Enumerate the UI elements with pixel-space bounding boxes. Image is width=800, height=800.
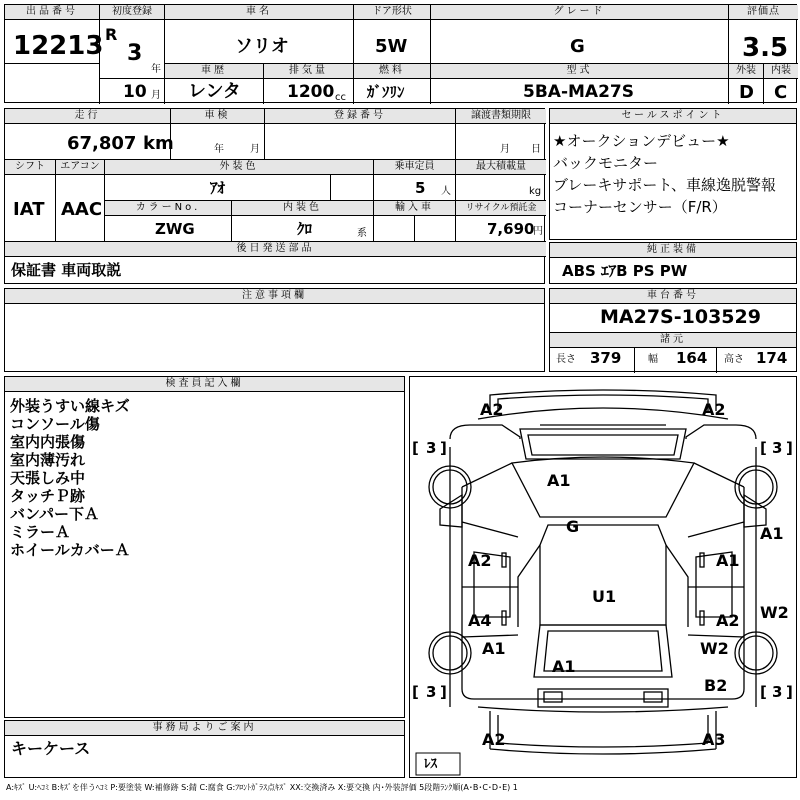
later-parts: 保証書 車両取説 [11,261,122,279]
inspector-note: 外装うすい線キズ [10,397,130,415]
car-name-label: 車名 [165,5,353,20]
notes-label: 注意事項欄 [5,289,544,304]
int-color-label: 内装色 [232,201,373,216]
mark-a1-right-fender: A1 [760,524,784,543]
inspector-note: 室内内張傷 [10,433,86,451]
color-no-label: カラーNo. [105,201,231,216]
first-reg-year: 3 [127,41,143,66]
kg-unit: kg [529,186,542,197]
ext-color: ｱｵ [210,179,226,197]
score: 3.5 [742,33,789,63]
ext-color-label: 外装色 [105,160,373,175]
first-reg-label: 初度登録 [100,5,164,20]
height-label: 高さ [724,354,744,365]
color-no: ZWG [155,220,195,238]
office-note: キーケース [11,739,91,758]
interior-score: C [774,82,788,103]
mark-a2-rear-left: A2 [482,730,506,749]
displacement-label: 排気量 [264,64,353,79]
header-block [4,4,797,103]
first-reg-month: 10 [123,82,147,102]
later-label: 後日発送部品 [5,242,546,257]
displacement: 1200 [287,82,335,102]
sales-point-item: コーナーセンサー（F/R） [553,198,727,216]
inspector-note: タッチＰ跡 [10,487,86,505]
inspection-month-unit: 月 [250,144,260,155]
inspector-label: 検査員記入欄 [5,377,404,392]
tire-rl-bracket-open: [ [412,683,419,701]
door-label: ドア形状 [354,5,430,20]
sales-point-item: バックモニター [553,154,659,172]
import-label: 輸入車 [374,201,455,216]
inspector-note: 室内薄汚れ [10,451,86,469]
mark-a2-front-left: A2 [480,400,504,419]
recycle-label: リサイクル預託金 [456,201,546,216]
first-reg-era: R [105,25,118,44]
inspector-note: 天張しみ中 [10,469,86,487]
tire-rr: 3 [772,683,783,701]
legend: A:ｷｽﾞ U:ﾍｺﾐ B:ｷｽﾞを伴うﾍｺﾐ P:要塗装 W:補修跡 S:錆 C:腐食 G:ﾌﾛﾝﾄｶﾞﾗｽ点ｷｽﾞ XX:交換済み X:要交換 内･外装評価 5段階ﾗﾝｸ順(A･B･C･D･E) 1 [6,783,518,792]
capacity-label: 乗車定員 [374,160,455,175]
person-unit: 人 [441,186,451,197]
int-color: ｸﾛ [297,220,313,238]
mark-a1-windshield: A1 [547,471,571,490]
mileage-label: 走行 [5,109,170,124]
tire-fl-bracket-open: [ [412,439,419,457]
mark-a1-right-door: A1 [716,551,740,570]
cc-unit: cc [335,92,346,103]
inspector-note: コンソール傷 [10,415,100,433]
car-history: レンタ [188,81,241,102]
tire-rl: 3 [426,683,437,701]
inspector-block [4,376,405,718]
fuel-label: 燃料 [354,64,430,79]
mark-b2-rear-right: B2 [704,676,728,695]
inspector-note: ホイールカバーＡ [10,541,130,559]
recycle: 7,690 [487,220,535,238]
length-label: 長さ [556,354,576,365]
mark-a3-rear-right: A3 [702,730,726,749]
sales-point-item: ブレーキサポート、車線逸脱警報 [553,176,777,194]
grade: G [570,36,585,57]
load-label: 最大積載量 [456,160,546,175]
sales-points-block [549,108,797,240]
lot-number: 12213 [13,31,104,61]
exterior-label: 外装 [729,64,763,79]
mark-w2-right-wheel: W2 [700,639,729,658]
capacity: 5 [415,179,426,197]
transfer-day-unit: 日 [531,144,541,155]
reg-label: 登録番号 [265,109,455,124]
office-label: 事務局よりご案内 [5,721,404,736]
lot-label: 出品番号 [5,5,99,20]
door-type: 5W [375,36,408,57]
equipment-label: 純正装備 [550,243,796,258]
inspector-note: バンパー下Ａ [10,505,99,523]
tire-rl-bracket-close: ] [440,683,447,701]
mark-u1-roof: U1 [592,587,617,606]
specs-block [4,108,545,284]
mark-w2-right-side: W2 [760,603,789,622]
car-diagram [409,376,797,778]
exterior-score: D [739,82,754,103]
fuel-type: ｶﾞｿﾘﾝ [367,83,405,101]
mileage: 67,807 [67,133,137,154]
tire-fr-bracket-close: ] [786,439,793,457]
score-label: 評価点 [729,5,798,20]
history-label: 車歴 [165,64,263,79]
tire-fr: 3 [772,439,783,457]
spare-tire: ﾚｽ [424,757,437,772]
height: 174 [756,349,788,367]
ac: AAC [61,199,103,220]
chassis-number: MA27S-103529 [600,306,761,328]
yen-unit: 円 [533,226,543,237]
mark-a4-left-rear: A4 [468,611,492,630]
ac-label: エアコン [56,160,104,175]
equipment: ABS ｴｱB PS PW [562,262,688,280]
dims-label: 諸元 [550,333,796,348]
mark-a1-rear-glass: A1 [552,657,576,676]
km-unit: km [143,133,174,154]
width: 164 [676,349,708,367]
interior-label: 内装 [764,64,798,79]
month-unit: 月 [151,90,161,101]
mark-a1-left-wheel: A1 [482,639,506,658]
model-label: 型式 [431,64,728,79]
notes-block [4,288,545,372]
equipment-block [549,242,797,284]
year-unit: 年 [151,64,161,75]
tire-fl: 3 [426,439,437,457]
mark-a2-right-rear: A2 [716,611,740,630]
inspection-label: 車検 [171,109,264,124]
car-name: ソリオ [235,36,289,57]
int-color-unit: 系 [357,228,367,239]
inspection-year-unit: 年 [214,144,224,155]
chassis-block [549,288,797,372]
transfer-label: 譲渡書類期限 [456,109,546,124]
sales-point-item: ★オークションデビュー★ [553,132,730,150]
sales-points-label: セールスポイント [550,109,796,124]
chassis-label: 車台番号 [550,289,796,304]
tire-rr-bracket-open: [ [760,683,767,701]
mark-a2-left-door: A2 [468,551,492,570]
shift-label: シフト [5,160,55,175]
grade-label: グレード [431,5,728,20]
office-block [4,720,405,778]
mark-a2-front-right: A2 [702,400,726,419]
tire-rr-bracket-close: ] [786,683,793,701]
shift: IAT [13,199,45,220]
inspector-note: ミラーＡ [10,523,71,541]
tire-fl-bracket-close: ] [440,439,447,457]
tire-fr-bracket-open: [ [760,439,767,457]
mark-g-windshield: G [566,517,580,536]
length: 379 [590,349,622,367]
width-label: 幅 [648,354,658,365]
transfer-month-unit: 月 [500,144,510,155]
model-code: 5BA-MA27S [523,82,634,102]
